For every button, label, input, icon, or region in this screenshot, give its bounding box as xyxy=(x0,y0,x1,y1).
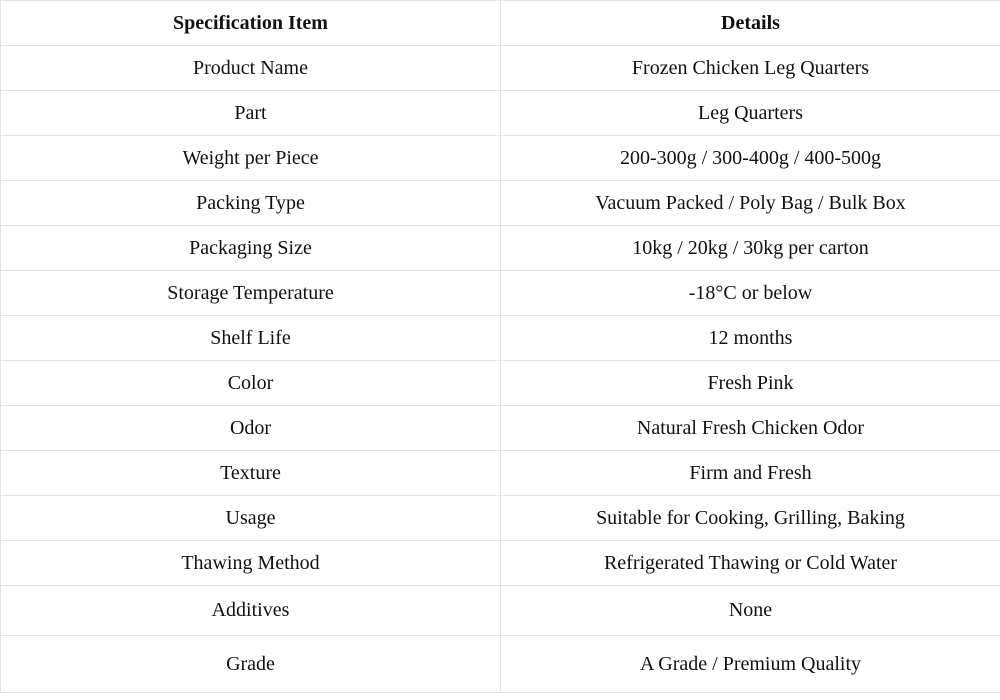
spec-detail-cell: Leg Quarters xyxy=(501,91,1000,136)
spec-detail-cell: Natural Fresh Chicken Odor xyxy=(501,406,1000,451)
spec-detail-cell: Fresh Pink xyxy=(501,361,1000,406)
table-row xyxy=(1,586,1000,636)
column-header-details: Details xyxy=(501,1,1000,46)
spec-item-cell: Thawing Method xyxy=(1,541,501,586)
spec-item-cell: Texture xyxy=(1,451,501,496)
spec-detail-cell: Vacuum Packed / Poly Bag / Bulk Box xyxy=(501,181,1000,226)
spec-detail-cell: 10kg / 20kg / 30kg per carton xyxy=(501,226,1000,271)
table-row xyxy=(1,226,1000,271)
table-row xyxy=(1,406,1000,451)
spec-detail-cell: Firm and Fresh xyxy=(501,451,1000,496)
table-row xyxy=(1,316,1000,361)
spec-item-cell: Packing Type xyxy=(1,181,501,226)
spec-detail-cell: Suitable for Cooking, Grilling, Baking xyxy=(501,496,1000,541)
spec-item-cell: Usage xyxy=(1,496,501,541)
table-header-row xyxy=(1,1,1000,46)
table-row xyxy=(1,181,1000,226)
spec-detail-cell: -18°C or below xyxy=(501,271,1000,316)
table-row xyxy=(1,271,1000,316)
spec-item-cell: Packaging Size xyxy=(1,226,501,271)
spec-detail-cell: 12 months xyxy=(501,316,1000,361)
column-header-specification-item: Specification Item xyxy=(1,1,501,46)
table-row xyxy=(1,136,1000,181)
spec-item-cell: Part xyxy=(1,91,501,136)
spec-detail-cell: A Grade / Premium Quality xyxy=(501,636,1000,693)
table-row xyxy=(1,636,1000,693)
table-row xyxy=(1,451,1000,496)
spec-detail-cell: None xyxy=(501,586,1000,636)
spec-item-cell: Product Name xyxy=(1,46,501,91)
spec-item-cell: Shelf Life xyxy=(1,316,501,361)
table-row xyxy=(1,46,1000,91)
spec-item-cell: Odor xyxy=(1,406,501,451)
spec-detail-cell: Frozen Chicken Leg Quarters xyxy=(501,46,1000,91)
spec-item-cell: Additives xyxy=(1,586,501,636)
spec-item-cell: Weight per Piece xyxy=(1,136,501,181)
spec-detail-cell: Refrigerated Thawing or Cold Water xyxy=(501,541,1000,586)
spec-item-cell: Grade xyxy=(1,636,501,693)
spec-item-cell: Color xyxy=(1,361,501,406)
table-row xyxy=(1,496,1000,541)
table-row xyxy=(1,541,1000,586)
table-row xyxy=(1,91,1000,136)
table-row xyxy=(1,361,1000,406)
spec-item-cell: Storage Temperature xyxy=(1,271,501,316)
spec-detail-cell: 200-300g / 300-400g / 400-500g xyxy=(501,136,1000,181)
